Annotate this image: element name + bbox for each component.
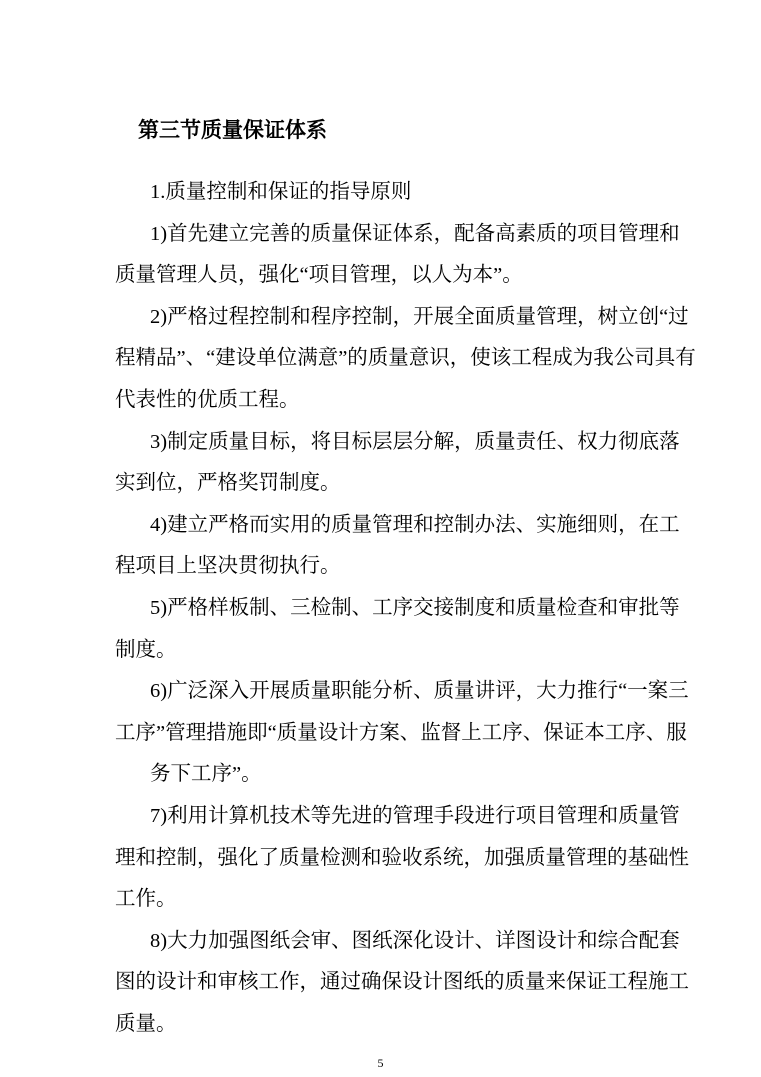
- section-title: 第三节质量保证体系: [138, 118, 327, 142]
- paragraph-first-line: 1)首先建立完善的质量保证体系，配备高素质的项目管理和: [150, 222, 680, 245]
- paragraph-line: 质量管理人员，强化“项目管理，以人为本”。: [115, 264, 523, 287]
- paragraph-first-line: 1.质量控制和保证的指导原则: [150, 181, 412, 203]
- page-number: 5: [377, 1056, 384, 1070]
- paragraph-line: 图的设计和审核工作，通过确保设计图纸的质量来保证工程施工: [115, 971, 689, 994]
- paragraph-line: 务下工序”。: [150, 763, 262, 786]
- paragraph-first-line: 3)制定质量目标，将目标层层分解，质量责任、权力彻底落: [150, 430, 680, 453]
- paragraph-line: 程精品”、“建设单位满意”的质量意识，使该工程成为我公司具有: [115, 347, 696, 370]
- paragraph-line: 程项目上坚决贯彻执行。: [115, 555, 341, 578]
- paragraph-line: 代表性的优质工程。: [115, 389, 300, 411]
- paragraph-line: 实到位，严格奖罚制度。: [115, 472, 341, 495]
- paragraph-line: 制度。: [115, 638, 177, 661]
- paragraph-first-line: 2)严格过程控制和程序控制，开展全面质量管理，树立创“过: [150, 305, 689, 328]
- paragraph-line: 质量。: [115, 1013, 177, 1035]
- paragraph-first-line: 6)广泛深入开展质量职能分析、质量讲评，大力推行“一案三: [150, 680, 689, 703]
- paragraph-first-line: 4)建立严格而实用的质量管理和控制办法、实施细则，在工: [150, 513, 680, 536]
- paragraph-line: 理和控制，强化了质量检测和验收系统，加强质量管理的基础性: [115, 846, 689, 869]
- paragraph-first-line: 8)大力加强图纸会审、图纸深化设计、详图设计和综合配套: [150, 929, 680, 952]
- paragraph-first-line: 5)严格样板制、三检制、工序交接制度和质量检查和审批等: [150, 597, 680, 619]
- paragraph-first-line: 7)利用计算机技术等先进的管理手段进行项目管理和质量管: [150, 805, 680, 827]
- paragraph-line: 工序”管理措施即“质量设计方案、监督上工序、保证本工序、服: [115, 721, 687, 744]
- paragraph-line: 工作。: [115, 888, 177, 911]
